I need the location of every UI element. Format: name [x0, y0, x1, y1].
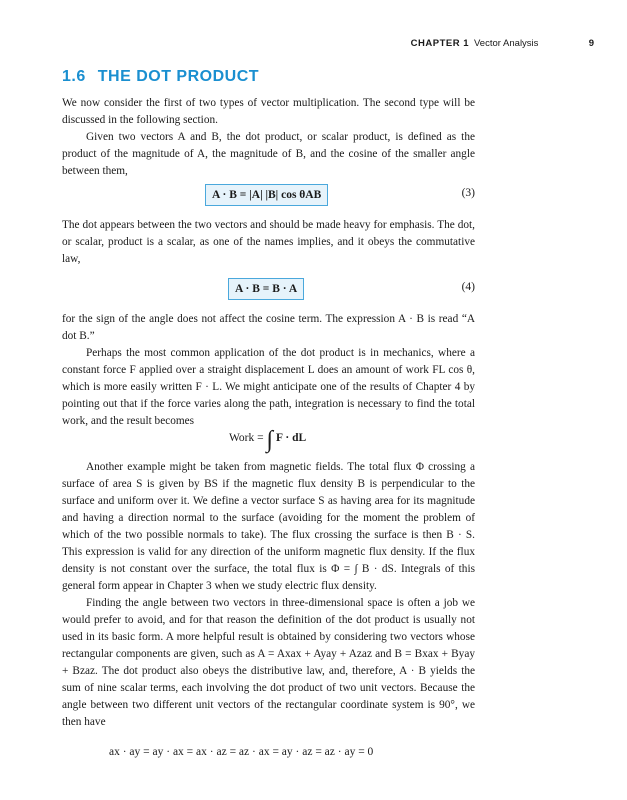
- work-equation-body: [229, 427, 307, 453]
- unit-vector-equation: [62, 743, 475, 765]
- section-heading: [62, 68, 271, 86]
- section-title: THE DOT PRODUCT: [97, 68, 260, 85]
- equation-4-box: A · B = B · A: [228, 278, 304, 300]
- running-head: [60, 38, 594, 52]
- paragraph-flux: Another example might be taken from magnetic fields. The total flux Φ crossing a surface of area S is given by BS if the magnetic flux density B is perpendicular to the surface and uniform over it. We define a vector surface S as having area for its magnitude and having a direction normal to the surface (avoiding for the moment the problem of which of the two possible normals to take). The flux crossing the surface is then B · S. This expression is valid for any direction of the uniform magnetic flux density. If the flux density is not constant over the surface, the total flux is Φ = ∫ B · dS. Integrals of this general form appear in Chapter 3 when we study electric flux density.: [62, 461, 475, 592]
- paragraph-block-1: [62, 95, 475, 180]
- paragraph-commutative: The dot appears between the two vectors and should be made heavy for emphasis. The dot, or scalar, product is a scalar, as one of the names implies, and it obeys the commutative law,: [62, 219, 475, 265]
- paragraph-definition: Given two vectors A and B, the dot product, or scalar product, is defined as the product of the magnitude of A, the magnitude of B, and the cosine of the smaller angle between them,: [62, 131, 475, 177]
- chapter-title: Vector Analysis: [474, 38, 539, 49]
- paragraph-block-2: [62, 217, 475, 268]
- equation-4-number: (4): [461, 281, 475, 293]
- page-number: 9: [588, 38, 594, 49]
- section-number: 1.6: [62, 68, 86, 85]
- work-rhs: F · dL: [275, 432, 307, 444]
- paragraph-intro: We now consider the first of two types of vector multiplication. The second type will be discussed in the following section.: [62, 97, 475, 126]
- unit-vector-equation-body: ax · ay = ay · ax = ax · az = az · ax = ay · az = az · ay = 0: [109, 746, 374, 758]
- paragraph-block-4: [62, 459, 475, 731]
- paragraph-mechanics: Perhaps the most common application of the dot product is in mechanics, where a constant force F applied over a straight displacement L does an amount of work FL cos θ, which is more easily written F · L. We might anticipate one of the results of Chapter 4 by pointing out that if the force varies along the path, integration is necessary to find the total work, and the result becomes: [62, 347, 475, 427]
- paragraph-components: Finding the angle between two vectors in three-dimensional space is often a job we would prefer to avoid, and for that reason the definition of the dot product is usually not used in its basic form. A more helpful result is obtained by considering two vectors whose rectangular components are given, such as A = Axax + Ayay + Azaz and B = Bxax + Byay + Bzaz. The dot product also obeys the distributive law, and, therefore, A · B yields the sum of nine scalar terms, each involving the dot product of two unit vectors. Because the angle between two different unit vectors of the rectangular coordinate system is 90°, we then have: [62, 597, 475, 728]
- work-lhs: Work =: [229, 432, 264, 444]
- paragraph-sign: for the sign of the angle does not affect the cosine term. The expression A · B is read “A dot B.”: [62, 313, 475, 342]
- integral-symbol: ∫: [266, 427, 274, 453]
- paragraph-block-3: [62, 311, 475, 430]
- chapter-label: CHAPTER 1: [410, 38, 469, 49]
- equation-3-number: (3): [461, 187, 475, 199]
- work-equation: [62, 425, 475, 457]
- equation-3-box: A · B = |A| |B| cos θAB: [205, 184, 328, 206]
- equation-4: [62, 278, 475, 300]
- equation-3: [62, 184, 475, 206]
